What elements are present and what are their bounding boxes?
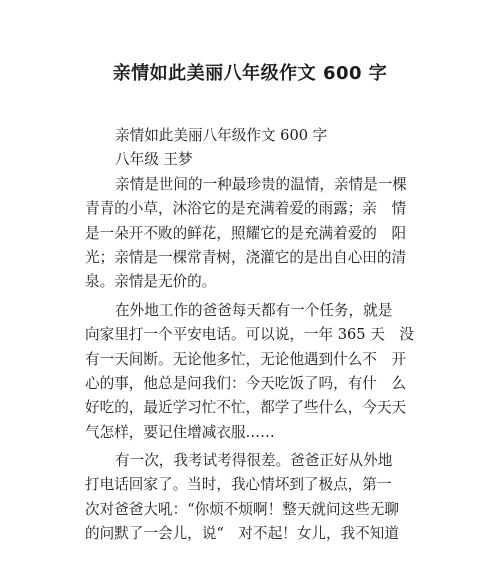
- paragraph-1-line-5: 泉。亲情是无价的。: [85, 273, 217, 291]
- subtitle-line: 亲情如此美丽八年级作文 600 字: [115, 127, 328, 144]
- paragraph-3-line-1: 有一次，我考试考得很差。爸爸正好从外地: [115, 452, 393, 470]
- paragraph-2-line-2: 向家里打一个平安电话。可以说，一年 365 天 没: [85, 326, 415, 344]
- paragraph-2-line-3: 有一天间断。无论他多忙，无论他遇到什么不 开: [85, 350, 407, 368]
- paragraph-2-line-4: 心的事，他总是问我们：今天吃饭了吗，有什 么: [85, 374, 407, 392]
- document-title: 亲情如此美丽八年级作文 600 字: [112, 63, 388, 84]
- paragraph-3-line-4: 的问默了一会儿，说“ 对不起！女儿，我不知道: [85, 525, 399, 543]
- paragraph-1-line-4: 光；亲情是一棵常青树，浇灌它的是出自心田的清: [85, 248, 407, 266]
- paragraph-2-line-6: 气怎样，要记住增减衣服……: [85, 423, 275, 441]
- author-line: 八年级 王梦: [115, 151, 193, 169]
- paragraph-2-line-5: 好吃的，最近学习忙不忙，都学了些什么，今天天: [85, 399, 407, 417]
- paragraph-2-line-1: 在外地工作的爸爸每天都有一个任务，就是: [115, 301, 393, 319]
- paragraph-1-line-2: 青青的小草，沐浴它的是充满着爱的雨露；亲 情: [85, 200, 407, 218]
- paragraph-3-line-3: 次对爸爸大吼：“你烦不烦啊！整天就问这些无聊: [85, 500, 399, 518]
- paragraph-1-line-3: 是一朵开不败的鲜花，照耀它的是充满着爱的 阳: [85, 224, 407, 242]
- document-body: [85, 124, 415, 547]
- paragraph-3-line-2: 打电话回家了。当时，我心情坏到了极点，第一: [85, 476, 392, 494]
- paragraph-1-line-1: 亲情是世间的一种最珍贵的温情，亲情是一棵: [115, 175, 407, 193]
